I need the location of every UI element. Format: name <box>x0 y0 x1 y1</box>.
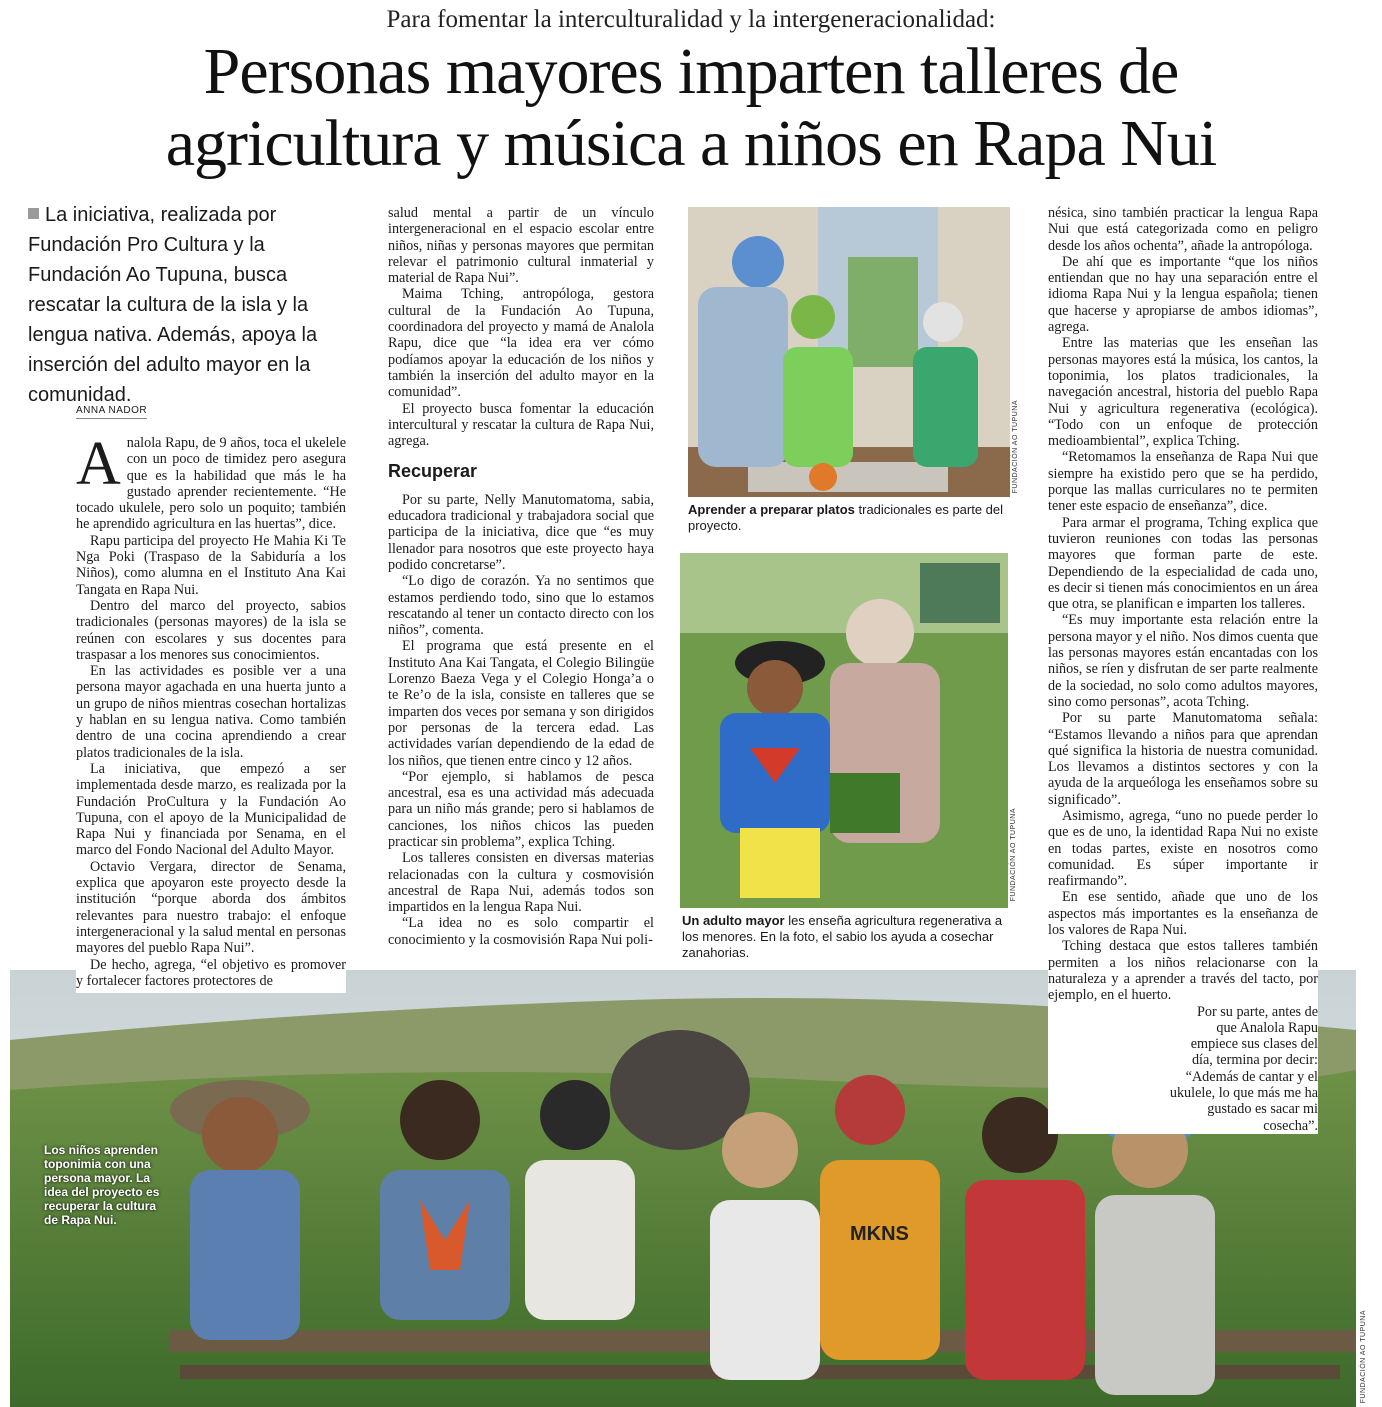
square-bullet-icon <box>28 208 39 219</box>
caption-bold: Aprender a preparar platos <box>688 502 855 517</box>
garden-photo-caption <box>682 913 1007 961</box>
caption-text: les enseña agricultura regenerativa a los menores. En la foto, el sabio los ayuda a cosechar zanahorias. <box>682 913 1003 960</box>
lede-text: La iniciativa, realizada por Fundación Pro Cultura y la Fundación Ao Tupuna, busca rescatar la cultura de la isla y la lengua nativa. Además, apoya la inserción del adulto mayor en la comunidad. <box>28 204 318 406</box>
paragraph: salud mental a partir de un vínculo intergeneracional en el espacio escolar entre niños, niñas y personas mayores que permitan relevar el patrimonio cultural inmaterial y material de Rapa Nui”. <box>388 205 654 287</box>
column-1 <box>76 430 346 993</box>
garden-photo-credit: FUNDACIÓN AO TUPUNA <box>1010 808 1017 902</box>
paragraph: Los talleres consisten en diversas materias relacionadas con la cultura y cosmovisión ancestral de Rapa Nui, además todos son impartidos en la lengua Rapa Nui. <box>388 850 654 916</box>
caption-bold: Un adulto mayor <box>682 913 785 928</box>
headline-line-2: agricultura y música a niños en Rapa Nui <box>165 107 1217 180</box>
kitchen-photo <box>688 207 1010 497</box>
paragraph: Rapu participa del proyecto He Mahia Ki Te Nga Poki (Traspaso de la Sabiduría a los Niños), como alumna en el Instituto Ana Kai Tangata en Rapa Nui. <box>76 532 346 598</box>
drop-cap: A <box>76 430 121 498</box>
kitchen-photo-credit: FUNDACIÓN AO TUPUNA <box>1012 400 1019 494</box>
paragraph: Por su parte, antes de que Analola Rapu empiece sus clases del día, termina por decir: “Además de cantar y el ukulele, lo que más me ha gustado es sacar mi cosecha”. <box>1169 1003 1318 1134</box>
paragraph: El programa que está presente en el Instituto Ana Kai Tangata, el Colegio Bilingüe Lorenzo Baeza Vega y el Colegio Honga’a o te Re’o de la isla, consiste en talleres que se imparten dos veces por semana y son dirigidos por personas de la tercera edad. Las actividades varían dependiendo de la edad de los niños, que tienen entre cinco y 12 años. <box>388 638 654 769</box>
headline-line-1: Personas mayores imparten talleres de <box>203 35 1179 108</box>
lede <box>28 200 358 410</box>
paragraph: Asimismo, agrega, “uno no puede perder lo que es de uno, la identidad Rapa Nui no existe en todas partes, existe en nosotros como comunidad. Es súper importante ir reafirmando”. <box>1048 807 1318 890</box>
paragraph: Para armar el programa, Tching explica que tuvieron reuniones con todas las personas mayores que forman parte de este. Dependiendo de la especialidad de cada uno, es decir si tienen más conocimientos en un área que otra, se planifican e imparten los talleres. <box>1048 514 1318 613</box>
paragraph: “Retomamos la enseñanza de Rapa Nui que siempre ha existido pero que se ha perdido, porque las mallas curriculares no te permiten tener este espacio de enseñanza”, dice. <box>1048 449 1318 515</box>
paragraph: Dentro del marco del proyecto, sabios tradicionales (personas mayores) de la isla se reúnen con escolares y sus docentes para traspasar a los menores sus conocimientos. <box>76 597 346 663</box>
paragraph: Por su parte Manutomatoma señala: “Estamos llevando a niños para que aprendan qué significa la historia de nuestra comunidad. Los llevamos a distintos sectores y con la ayuda de la arqueóloga les enseñamos sobre su significado”. <box>1048 710 1318 808</box>
paragraph: En las actividades es posible ver a una persona mayor agachada en una huerta junto a un grupo de niños mientras cosechan hortalizas y hablan en su lengua nativa. Como también dentro de una cocina aprendiendo a crear platos tradicionales de la isla. <box>76 663 346 761</box>
paragraph: “Lo digo de corazón. Ya no sentimos que estamos perdiendo todo, sino que lo estamos rescatando al tener un contacto directo con los niños”, comenta. <box>388 573 654 639</box>
paragraph: De hecho, agrega, “el objetivo es promover y fortalecer factores protectores de <box>76 956 346 989</box>
paragraph: nalola Rapu, de 9 años, toca el ukelele con un poco de timidez pero asegura que es la habilidad que más le ha gustado aprender recientemente. “He tocado ukulele, pero solo un poquito; también he aprendido agricultura en las huertas”, dice. <box>76 435 346 533</box>
paragraph: nésica, sino también practicar la lengua Rapa Nui que está categorizada como en peligro desde los años ochenta”, añade la antropóloga. <box>1048 205 1318 254</box>
headline <box>20 36 1362 180</box>
paragraph: La iniciativa, que empezó a ser implementada desde marzo, es realizada por la Fundación ProCultura y la Fundación Ao Tupuna, con el apoyo de la Municipalidad de Rapa Nui y financiada por Senama, en el marco del Fondo Nacional del Adulto Mayor. <box>76 760 346 859</box>
garden-photo <box>680 553 1008 908</box>
column-2 <box>388 205 654 952</box>
caption-text: tradicionales es parte del proyecto. <box>688 502 1004 533</box>
byline: ANNA NADOR <box>76 405 147 419</box>
paragraph: Por su parte, Nelly Manutomatoma, sabia, educadora tradicional y trabajadora social que participa de la iniciativa, dice que “es muy llenador para nosotros que este proyecto haya podido concretarse”. <box>388 491 654 573</box>
paragraph: El proyecto busca fomentar la educación intercultural y rescatar la cultura de Rapa Nui, agrega. <box>388 400 654 450</box>
paragraph: “Por ejemplo, si hablamos de pesca ancestral, esa es una actividad más adecuada para un niño más grande; pero si hablamos de canciones, los niños chicos las pueden practicar sin problema”, explica Tching. <box>388 768 654 850</box>
paragraph: “La idea no es solo compartir el conocimiento y la cosmovisión Rapa Nui poli- <box>388 915 654 948</box>
kitchen-photo-caption <box>688 502 1008 534</box>
paragraph: Maima Tching, antropóloga, gestora cultural de la Fundación Ao Tupuna, coordinadora del proyecto y mamá de Analola Rapu, dice que “la idea era ver cómo podíamos apoyar la educación de los niños y también la inserción del adulto mayor en la comunidad”. <box>388 286 654 401</box>
column-4 <box>1048 205 1318 1134</box>
paragraph: “Es muy importante esta relación entre la persona mayor y el niño. Nos dimos cuenta que las personas mayores están encantadas con los niños, se ríen y disfrutan de ser parte realmente de la sociedad, no solo como adultos mayores, sino como personas”, acota Tching. <box>1048 612 1318 710</box>
kicker: Para fomentar la interculturalidad y la intergeneracionalidad: <box>386 6 996 33</box>
paragraph: De ahí que es importante “que los niños entiendan que no hay una separación entre el idioma Rapa Nui y la lengua española; tienen que hacerse y apropiarse de ambos idiomas”, agrega. <box>1048 253 1318 336</box>
paragraph: Tching destaca que estos talleres también permiten a los niños relacionarse con la naturaleza y a aprender a través del tacto, por ejemplo, en el huerto. <box>1048 938 1318 1004</box>
shirt-text: MKNS <box>850 1223 909 1245</box>
paragraph: Octavio Vergara, director de Senama, explica que apoyaron este proyecto desde la institución “porque aborda dos ámbitos relevantes para nuestro trabajo: el enfoque intergeneracional y la salud mental en personas mayores del pueblo Rapa Nui”. <box>76 858 346 957</box>
group-photo-caption: Los niños aprenden toponimia con una persona mayor. La idea del proyecto es recuperar la cultura de Rapa Nui. <box>44 1143 160 1227</box>
subheading: Recuperar <box>388 461 478 482</box>
group-photo-credit: FUNDACIÓN AO TUPUNA <box>1360 1310 1367 1404</box>
paragraph: Entre las materias que les enseñan las personas mayores está la música, los cantos, la toponimia, los platos tradicionales, la navegación ancestral, historia del pueblo Rapa Nui y agricultura regenerativa (ecológica). “Todo con un enfoque de protección medioambiental”, explica Tching. <box>1048 335 1318 450</box>
paragraph: En ese sentido, añade que uno de los aspectos más importantes es la enseñanza de los valores de Rapa Nui. <box>1048 889 1318 939</box>
